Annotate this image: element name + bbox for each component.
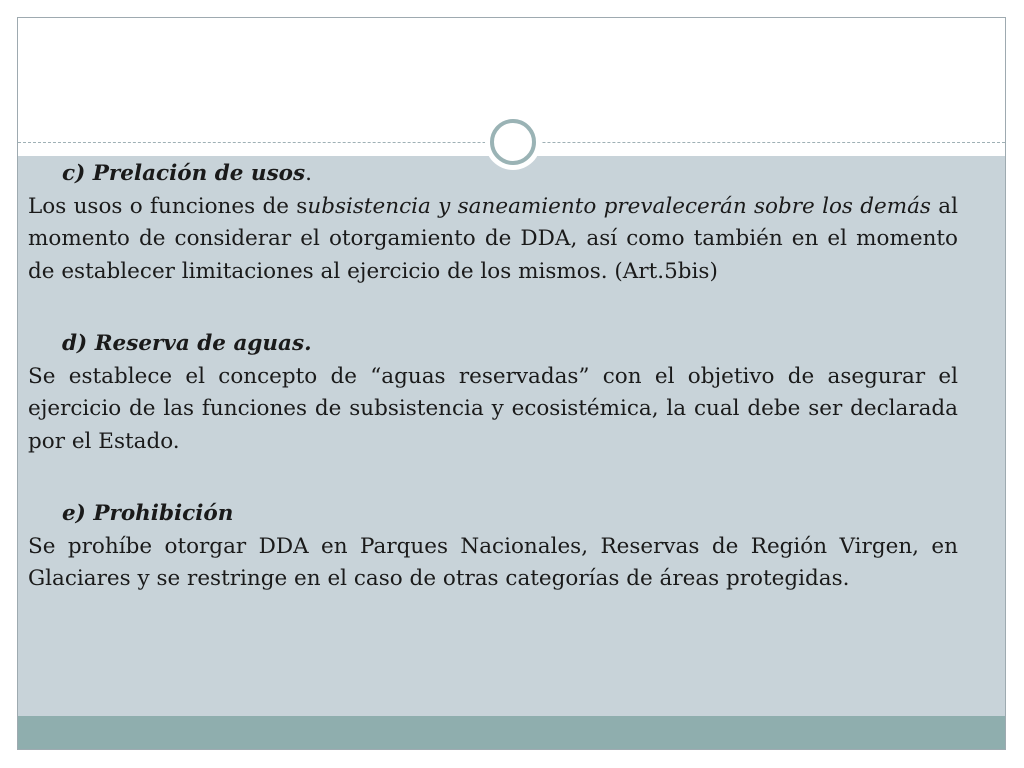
paragraph-prelacion (28, 191, 958, 289)
heading-prohibicion: e) Prohibición (62, 501, 234, 526)
slide-body (28, 158, 958, 596)
paragraph-prelacion-part1: Los usos o funciones de s (28, 193, 308, 219)
paragraph-reserva: Se establece el concepto de “aguas reservadas” con el objetivo de asegurar el ejercicio de las funciones de subsistencia y ecosistémica, la cual debe ser declarada por el Estado. (28, 363, 958, 454)
heading-reserva: d) Reserva de aguas. (62, 331, 312, 356)
footer-bar (18, 716, 1005, 750)
heading-prelacion (28, 158, 958, 191)
heading-prelacion-text: c) Prelación de usos (62, 161, 306, 186)
paragraph-prelacion-italic: ubsistencia y saneamiento prevalecerán sobre los demás (307, 193, 931, 219)
paragraph-prelacion-part2: al momento de considerar el otorgamiento de DDA, así como también en el momento de establecer limitaciones al ejercicio de los mismos. (Art.5bis) (28, 193, 959, 284)
paragraph-prohibicion: Se prohíbe otorgar DDA en Parques Nacionales, Reservas de Región Virgen, en Glaciares y se restringe en el caso de otras categorías de áreas protegidas. (28, 533, 958, 591)
heading-prelacion-period: . (305, 161, 312, 186)
